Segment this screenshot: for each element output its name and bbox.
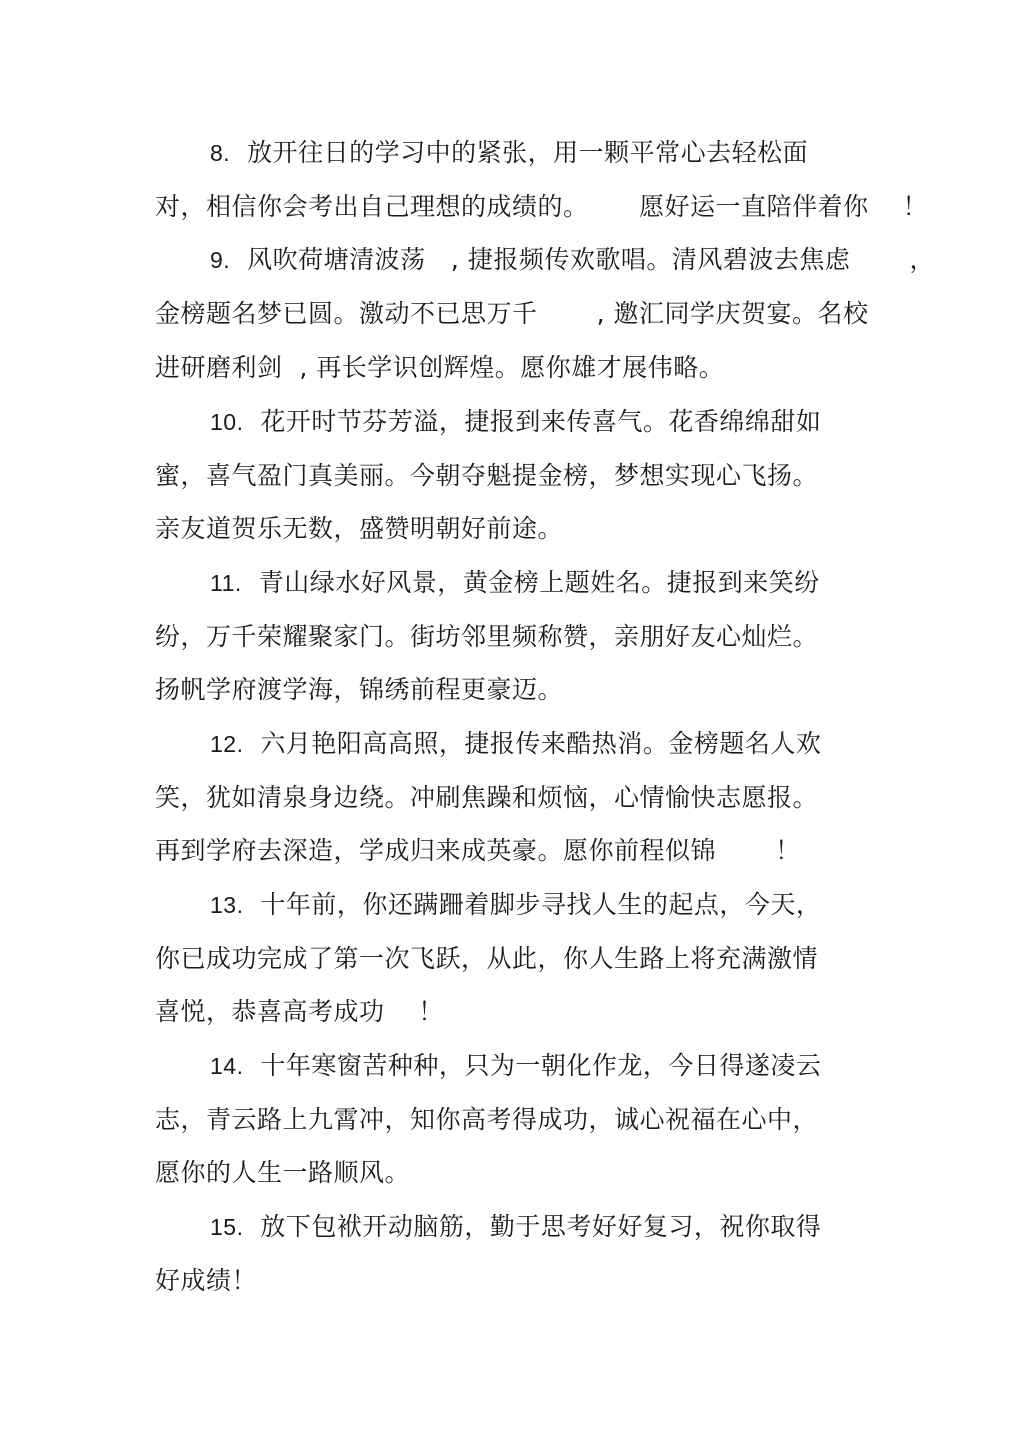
item-13-number: 13. (210, 892, 244, 918)
item-15-text-line-1: 放下包袱开动脑筋，勤于思考好好复习，祝你取得 (260, 1212, 822, 1241)
item-15-number: 15. (210, 1214, 244, 1240)
item-13-first-line (210, 885, 821, 925)
item-8-text-line-1: 放开往日的学习中的紧张，用一颗平常心去轻松面 (247, 138, 809, 167)
item-11-text-line-2: 纷，万千荣耀聚家门。街坊邻里频称赞，亲朋好友心灿烂。 (155, 622, 819, 651)
item-10-text-line-2: 蜜，喜气盈门真美丽。今朝夺魁提金榜，梦想实现心飞扬。 (155, 461, 819, 490)
item-14-text-line-3: 愿你的人生一路顺风。 (155, 1158, 411, 1187)
item-12-text-line-3: 再到学府去深造，学成归来成英豪。愿你前程似锦 ！ (155, 836, 801, 865)
item-10-text-line-3: 亲友道贺乐无数，盛赞明朝好前途。 (155, 514, 564, 543)
item-11-text-line-3: 扬帆学府渡学海，锦绣前程更豪迈。 (155, 675, 564, 704)
item-14-first-line (210, 1046, 821, 1086)
item-10-first-line (210, 402, 821, 442)
item-10-text-line-1: 花开时节芬芳溢，捷报到来传喜气。花香绵绵甜如 (260, 407, 822, 436)
item-14-number: 14. (210, 1053, 244, 1079)
item-9-first-line (210, 240, 935, 280)
item-11-number: 11. (210, 570, 242, 596)
item-9-number: 9. (210, 247, 231, 273)
item-14-text-line-2: 志，青云路上九霄冲，知你高考得成功，诚心祝福在心中， (155, 1105, 819, 1134)
item-8-text-line-2: 对，相信你会考出自己理想的成绩的。 愿好运一直陪伴着你 ！ (155, 192, 928, 221)
item-14-text-line-1: 十年寒窗苦种种，只为一朝化作龙，今日得遂凌云 (260, 1051, 822, 1080)
item-8-number: 8. (210, 140, 231, 166)
item-15-text-line-2: 好成绩！ (155, 1266, 258, 1295)
item-12-text-line-2: 笑，犹如清泉身边绕。冲刷焦躁和烦恼，心情愉快志愿报。 (155, 783, 819, 812)
item-11-first-line (210, 563, 820, 603)
item-15-first-line (210, 1207, 821, 1247)
item-12-text-line-1: 六月艳阳高高照，捷报传来酷热消。金榜题名人欢 (260, 729, 822, 758)
item-8-first-line (210, 133, 808, 173)
item-9-text-line-3: 进研磨利剑 , 再长学识创辉煌。愿你雄才展伟略。 (155, 353, 725, 382)
item-11-text-line-1: 青山绿水好风景，黄金榜上题姓名。捷报到来笑纷 (258, 568, 820, 597)
item-9-text-line-1: 风吹荷塘清波荡 , 捷报频传欢歌唱。清风碧波去焦虑 ， (247, 245, 935, 274)
item-13-text-line-2: 你已成功完成了第一次飞跃，从此，你人生路上将充满激情 (155, 944, 819, 973)
item-12-number: 12. (210, 731, 244, 757)
item-13-text-line-3: 喜悦，恭喜高考成功 ！ (155, 997, 444, 1026)
item-9-text-line-2: 金榜题名梦已圆。激动不已思万千 , 邀汇同学庆贺宴。名校 (155, 299, 869, 328)
item-10-number: 10. (210, 409, 244, 435)
item-13-text-line-1: 十年前，你还蹒跚着脚步寻找人生的起点，今天， (260, 890, 822, 919)
item-12-first-line (210, 724, 821, 764)
